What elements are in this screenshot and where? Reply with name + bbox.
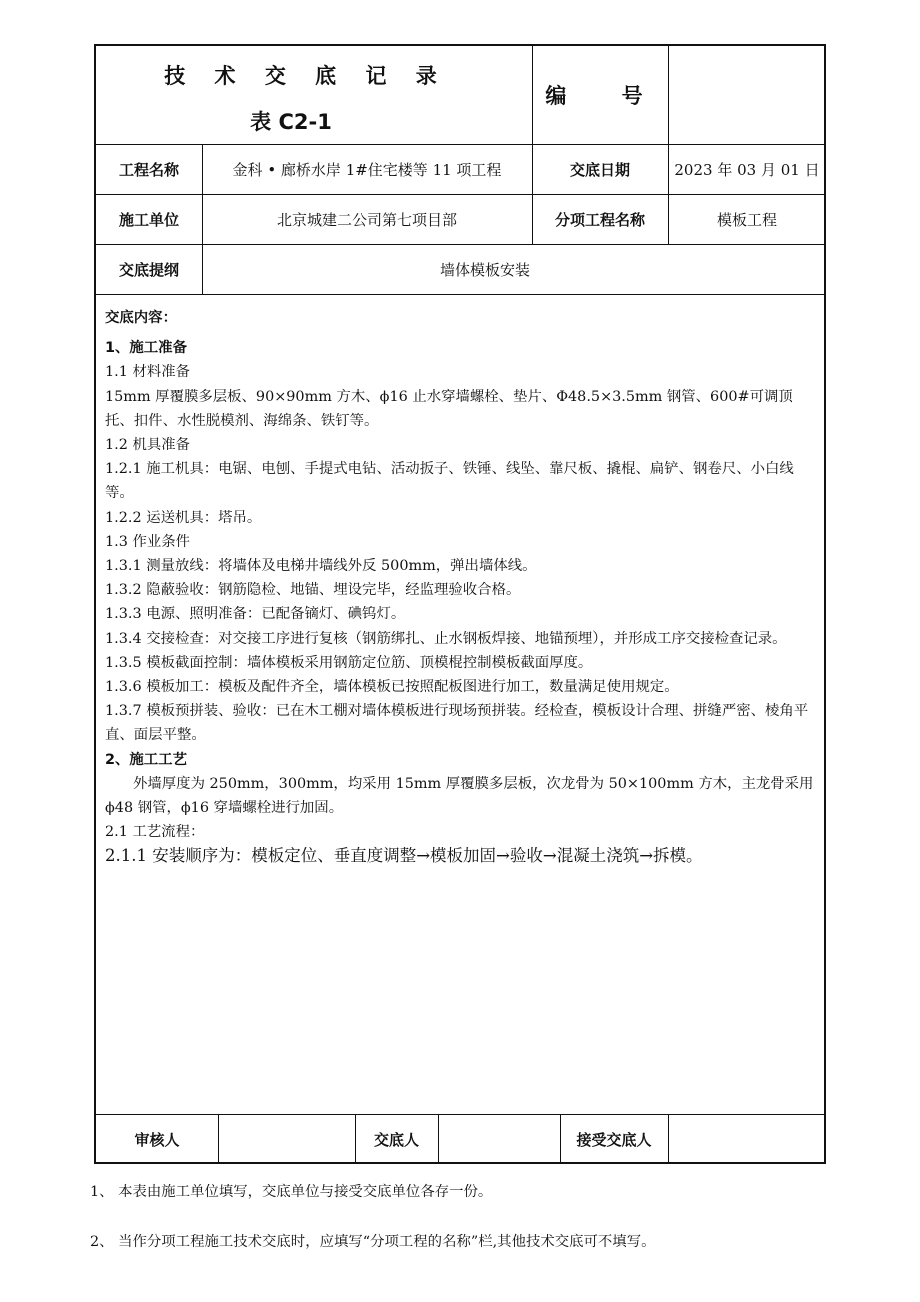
disclosure-content[interactable]: [96, 296, 824, 1114]
subproject-label: 分项工程名称: [554, 210, 645, 229]
project-name-label: 工程名称: [118, 160, 179, 179]
content-line: 1.2 机具准备: [105, 437, 191, 454]
number-label: 编 号: [545, 84, 667, 108]
disclosure-form: [94, 44, 826, 1164]
date-label: 交底日期: [569, 160, 630, 179]
unit-value[interactable]: 北京城建二公司第七项目部: [276, 210, 457, 229]
content-line: 外墙厚度为 250mm，300mm，均采用 15mm 厚覆膜多层板，次龙骨为 50×100mm 方木，主龙骨采用 ϕ48 钢管，ϕ16 穿墙螺栓进行加固。: [105, 775, 814, 817]
content-line: 1.3.4 交接检查：对交接工序进行复核（钢筋绑扎、止水钢板焊接、地锚预埋），并形成工序交接检查记录。: [105, 630, 787, 647]
row-divider: [96, 294, 824, 295]
section-heading: 2、施工工艺: [105, 751, 187, 768]
content-line: 2.1.1 安装顺序为：模板定位、垂直度调整→模板加固→验收→混凝土浇筑→拆模。: [105, 846, 703, 866]
reviewer-signature[interactable]: [218, 1114, 355, 1164]
unit-label: 施工单位: [118, 210, 179, 229]
reviewer-label: 审核人: [134, 1130, 180, 1149]
content-line: 1.3.1 测量放线：将墙体及电梯井墙线外反 500mm，弹出墙体线。: [105, 558, 537, 575]
content-line: 15mm 厚覆膜多层板、90×90mm 方木、ϕ16 止水穿墙螺栓、垫片、Φ48.5×3.5mm 钢管、600#可调顶托、扣件、水性脱模剂、海绵条、铁钉等。: [105, 388, 793, 429]
section-heading: 1、施工准备: [105, 340, 187, 357]
receiver-label: 接受交底人: [576, 1130, 652, 1149]
project-name-value[interactable]: 金科 • 廊桥水岸 1#住宅楼等 11 项工程: [232, 160, 502, 179]
content-line: 1.3.6 模板加工：模板及配件齐全，墙体模板已按照配板图进行加工，数量满足使用规定。: [105, 679, 679, 696]
content-line: 1.3.3 电源、照明准备：已配备镝灯、碘钨灯。: [105, 606, 406, 623]
content-line: 1.1 材料准备: [105, 364, 191, 381]
number-value[interactable]: [668, 46, 826, 144]
date-value[interactable]: 2023 年 03 月 01 日: [674, 160, 820, 179]
content-line: 1.3.7 模板预拼装、验收：已在木工棚对墙体模板进行现场预拼装。经检查，模板设计合理、拼缝严密、棱角平直、面层平整。: [105, 703, 809, 744]
content-line: 1.3.2 隐蔽验收：钢筋隐检、地锚、埋设完毕，经监理验收合格。: [105, 582, 521, 599]
discloser-label: 交底人: [373, 1130, 419, 1149]
form-title: 技 术 交 底 记 录: [164, 64, 448, 88]
receiver-signature[interactable]: [668, 1114, 826, 1164]
discloser-signature[interactable]: [438, 1114, 560, 1164]
subproject-value[interactable]: 模板工程: [716, 210, 777, 229]
content-line: 1.3 作业条件: [105, 533, 191, 550]
content-line: 2.1 工艺流程：: [105, 824, 205, 841]
content-line: 1.2.1 施工机具：电锯、电刨、手提式电钻、活动扳子、铁锤、线坠、靠尺板、撬棍、扁铲、钢卷尺、小白线等。: [105, 461, 794, 502]
content-heading: 交底内容：: [105, 310, 177, 326]
content-line: 1.3.5 模板截面控制：墙体模板采用钢筋定位筋、顶模棍控制模板截面厚度。: [105, 654, 593, 671]
note-1: 1、 本表由施工单位填写，交底单位与接受交底单位各存一份。: [90, 1184, 493, 1200]
note-2: 2、 当作分项工程施工技术交底时，应填写“分项工程的名称”栏,其他技术交底可不填写。: [90, 1234, 656, 1250]
form-code: 表 C2-1: [250, 110, 332, 134]
outline-label: 交底提纲: [118, 260, 179, 279]
outline-value[interactable]: 墙体模板安装: [439, 260, 530, 279]
content-line: 1.2.2 运送机具：塔吊。: [105, 509, 262, 526]
